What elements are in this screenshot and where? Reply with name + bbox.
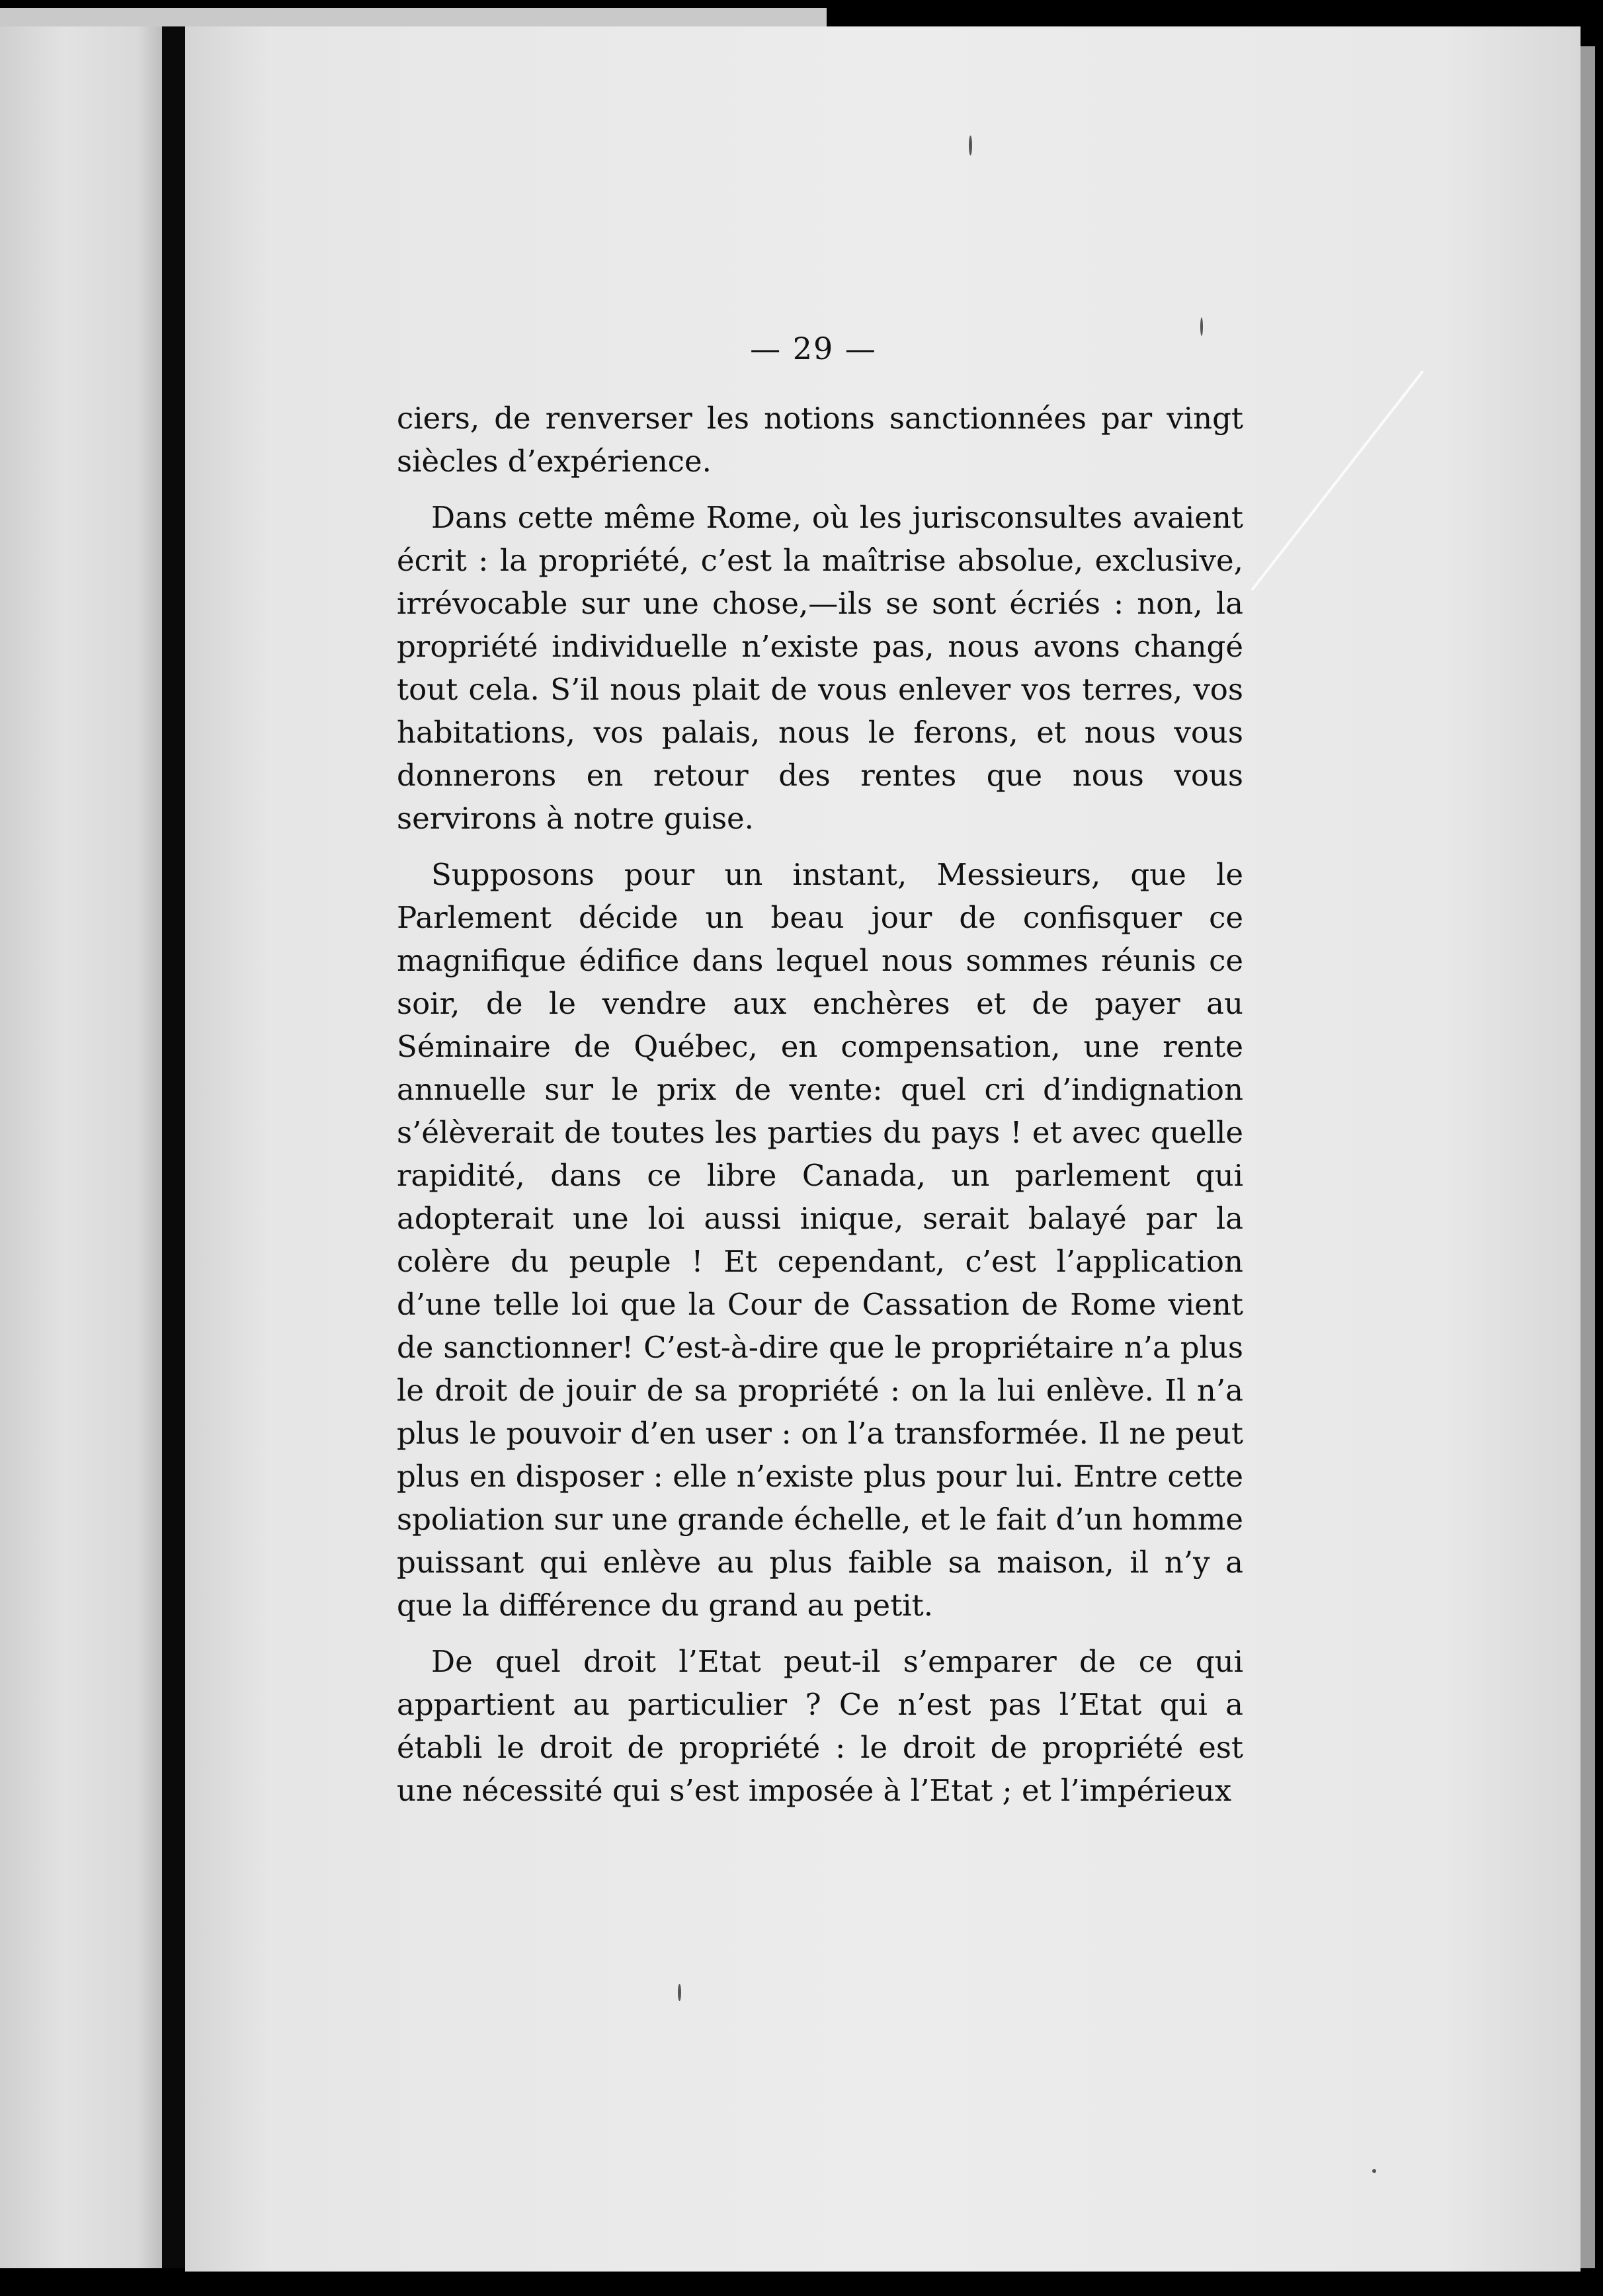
ink-speck — [1200, 317, 1203, 336]
page-number: — 29 — — [750, 331, 877, 366]
page-edge-shadow — [1581, 46, 1595, 2268]
ink-speck — [678, 1984, 681, 2001]
paragraph-3: Supposons pour un instant, Messieurs, que le Parlement décide un beau jour de confisquer ce magnifique édifice dans lequel nous sommes réunis ce soir, de le vendre aux enchères et de payer au Séminaire de Québec, en compensation, une rente annuelle sur le prix de vente: quel cri d’indignation s’élèverait de toutes les parties du pays ! et avec quelle rapidité, dans ce libre Canada, un parlement qui adopterait une loi aussi inique, serait balayé par la colère du peuple ! Et cependant, c’est l’application d’une telle loi que la Cour de Cassation de Rome vient de sanctionner! C’est-à-dire que le propriétaire n’a plus le droit de jouir de sa propriété : on la lui enlève. Il n’a plus le pouvoir d’en user : on l’a transformée. Il ne peut plus en disposer : elle n’existe plus pour lui. Entre cette spoliation sur une grande échelle, et le fait d’un homme puissant qui enlève au plus faible sa maison, il n’y a que la différence du grand au petit. — [397, 857, 1243, 1623]
paragraph-2: Dans cette même Rome, où les jurisconsultes avaient écrit : la propriété, c’est la maîtrise absolue, exclusive, irrévocable sur une chose,—ils se sont écriés : non, la propriété individuelle n’existe pas, nous avons changé tout cela. S’il nous plait de vous enlever vos terres, vos habitations, vos palais, nous le ferons, et nous vous donnerons en retour des rentes que nous vous servirons à notre guise. — [397, 500, 1243, 836]
paragraph-1: ciers, de renverser les notions sanctionnées par vingt siècles d’expérience. — [397, 401, 1243, 479]
ink-speck — [969, 136, 972, 155]
paragraph-4: De quel droit l’Etat peut-il s’emparer de ce qui appartient au particulier ? Ce n’est pas l’Etat qui a établi le droit de propriété : le droit de propriété est une nécessité qui s’est imposée à l’Etat ; et l’impérieux — [397, 1644, 1243, 1808]
body-text — [397, 397, 1243, 1812]
previous-page-strip — [0, 26, 162, 2268]
binding-gutter — [162, 26, 185, 2268]
ink-speck — [1372, 2169, 1376, 2173]
